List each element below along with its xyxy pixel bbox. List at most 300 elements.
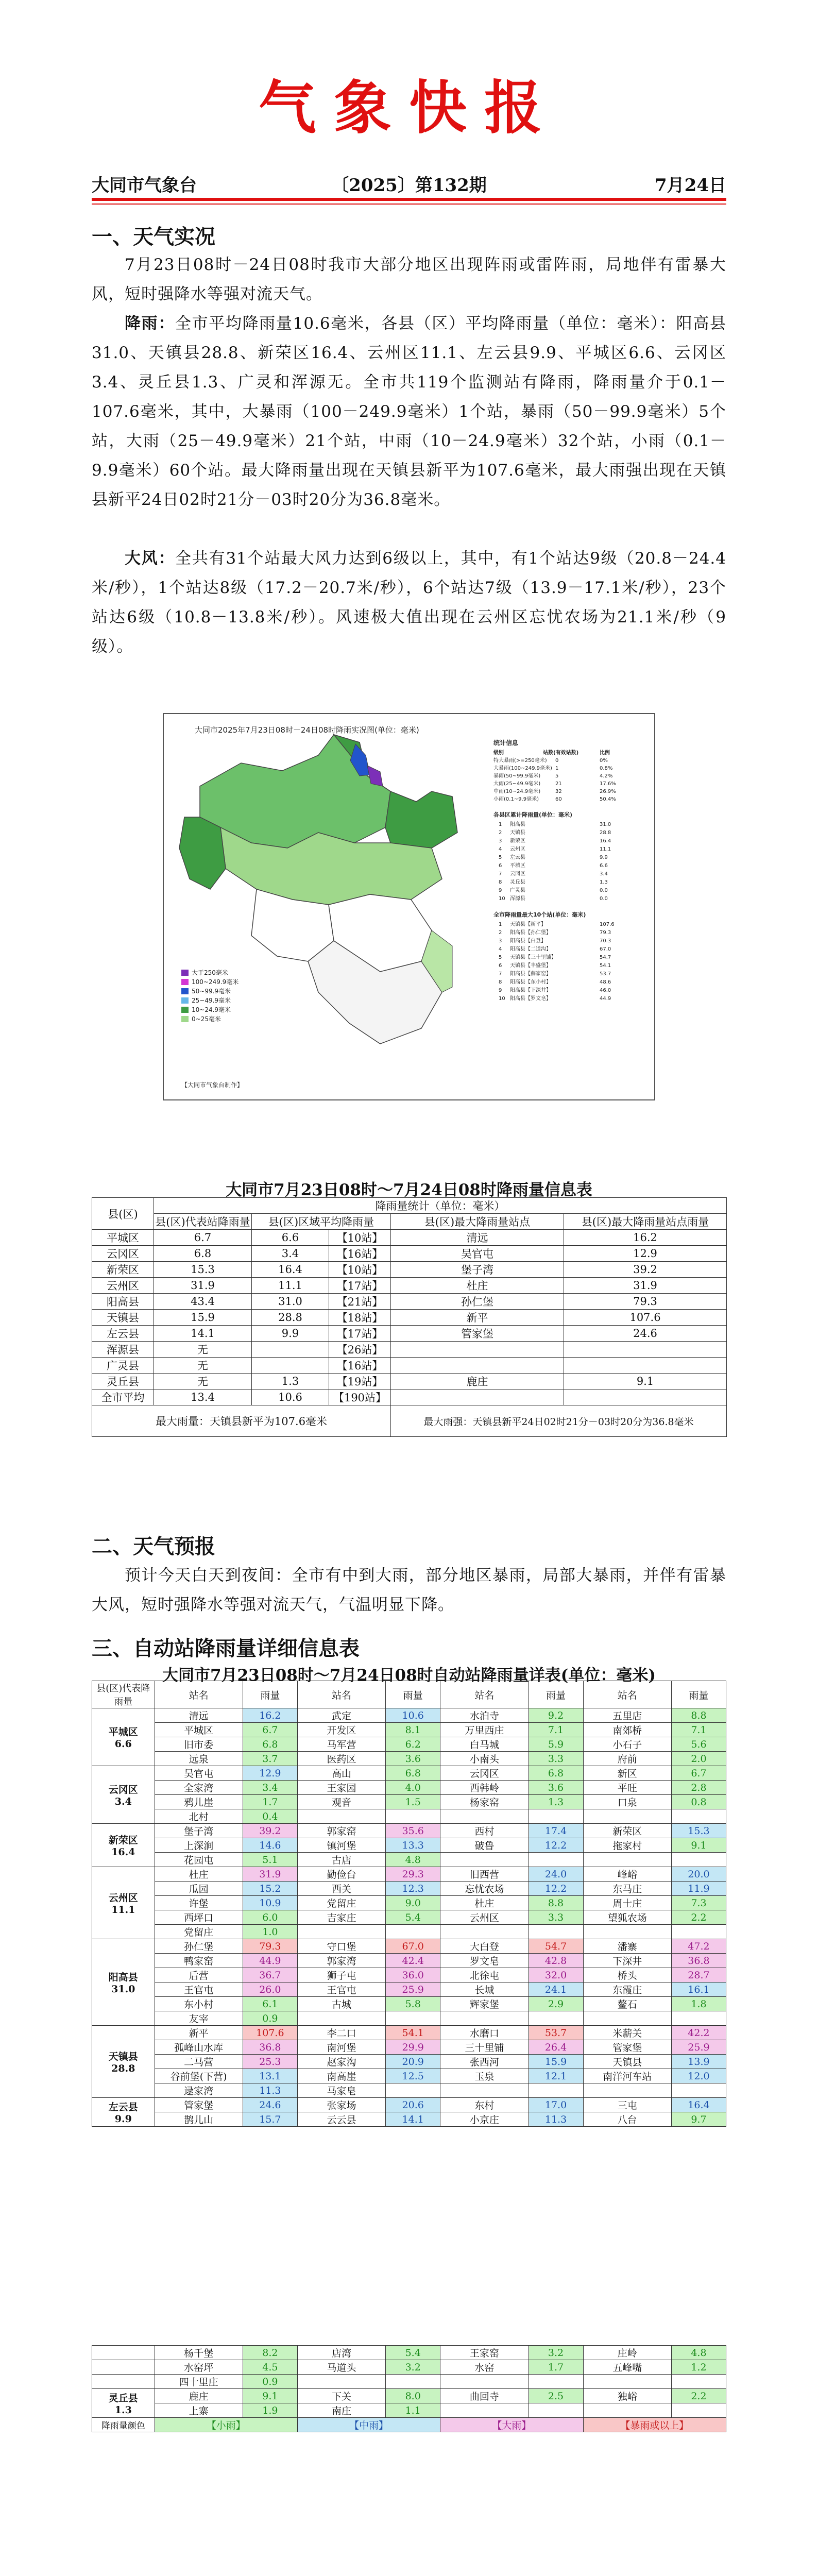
station-rain: 16.2 xyxy=(243,1708,297,1723)
county-cell xyxy=(92,2026,155,2098)
station-rain: 5.4 xyxy=(386,2346,440,2360)
issue-date: 7月24日 xyxy=(655,175,726,196)
column-header: 降雨量统计（单位：毫米） xyxy=(154,1198,727,1214)
county-cell xyxy=(92,1867,155,1939)
station-rain: 24.1 xyxy=(529,1982,583,1997)
station-name: 党留庄 xyxy=(297,1896,385,1910)
station-rain: 20.9 xyxy=(386,2055,440,2069)
station-rain: 28.7 xyxy=(671,1968,726,1982)
table-row xyxy=(92,1752,726,1766)
table-row xyxy=(92,1230,727,1246)
station-name: 望狐农场 xyxy=(583,1910,671,1925)
station-name: 潘寨 xyxy=(583,1939,671,1954)
map-panel-text: 26.9% xyxy=(600,789,616,794)
paragraph-forecast: 预计今天白天到夜间：全市有中到大雨，部分地区暴雨，局部大暴雨，并伴有雷暴大风，短时强降水等强对流天气，气温明显下降。 xyxy=(92,1566,726,1614)
column-header: 县(区)代表站降雨量 xyxy=(154,1214,252,1230)
map-panel-text: 70.3 xyxy=(600,938,611,944)
station-rain: 1.2 xyxy=(671,2360,726,2375)
station-name xyxy=(583,2403,671,2418)
station-name: 破鲁 xyxy=(440,1838,529,1853)
map-panel-text: 28.8 xyxy=(600,830,611,836)
table-cell: 【190站】 xyxy=(329,1389,391,1405)
color-legend-item: 【暴雨或以上】 xyxy=(583,2418,726,2432)
legend-swatch xyxy=(181,997,189,1004)
station-rain: 4.8 xyxy=(386,1853,440,1867)
map-panel-text: 31.0 xyxy=(600,822,611,827)
map-panel-text: 大雨(25~49.9毫米) xyxy=(493,781,541,787)
station-name: 新荣区 xyxy=(583,1824,671,1838)
station-rain: 0.4 xyxy=(243,1809,297,1824)
table-row xyxy=(92,1896,726,1910)
station-name xyxy=(297,1809,385,1824)
table-cell: 鹿庄 xyxy=(391,1374,564,1389)
rain-summary-table xyxy=(92,1197,727,1437)
station-rain: 8.1 xyxy=(386,1723,440,1737)
max-intensity-note: 最大雨强：天镇县新平24日02时21分－03时20分为36.8毫米 xyxy=(391,1405,727,1437)
station-rain: 9.2 xyxy=(529,1708,583,1723)
station-name: 南庄 xyxy=(297,2403,385,2418)
table-cell: 【10站】 xyxy=(329,1230,391,1246)
station-name: 守口堡 xyxy=(297,1939,385,1954)
station-rain: 12.2 xyxy=(529,1882,583,1896)
table-cell: 新荣区 xyxy=(92,1262,154,1278)
table-cell: 【21站】 xyxy=(329,1294,391,1310)
table-row xyxy=(92,1246,727,1262)
station-rain xyxy=(529,2011,583,2026)
station-rain: 42.4 xyxy=(386,1954,440,1968)
county-name: 左云县 xyxy=(108,2102,138,2113)
table-row xyxy=(92,1342,727,1358)
table-cell: 左云县 xyxy=(92,1326,154,1342)
station-rain: 5.9 xyxy=(529,1737,583,1752)
station-rain: 5.6 xyxy=(671,1737,726,1752)
table-row xyxy=(92,1294,727,1310)
station-name: 赵家沟 xyxy=(297,2055,385,2069)
map-footer: 【大同市气象台制作】 xyxy=(181,1081,244,1089)
station-rain: 10.6 xyxy=(386,1708,440,1723)
color-legend-row xyxy=(92,2418,726,2432)
station-name: 南河堡 xyxy=(297,2040,385,2055)
station-name: 医药区 xyxy=(297,1752,385,1766)
station-name: 后营 xyxy=(155,1968,243,1982)
station-rain: 5.4 xyxy=(386,1910,440,1925)
masthead-title: 气象快报 xyxy=(259,74,559,142)
legend-swatch xyxy=(181,1016,189,1022)
rainfall-map-canvas xyxy=(164,714,654,1099)
color-legend-item: 【小雨】 xyxy=(155,2418,297,2432)
map-rank-title: 全市降雨量最大10个站(单位：毫米) xyxy=(493,911,586,918)
station-rain: 3.4 xyxy=(243,1781,297,1795)
rainfall-map xyxy=(163,713,655,1100)
station-rain: 36.7 xyxy=(243,1968,297,1982)
table-cell: 13.4 xyxy=(154,1389,252,1405)
station-name: 堡子湾 xyxy=(155,1824,243,1838)
table-row xyxy=(92,1310,727,1326)
table-header-row xyxy=(92,1198,727,1214)
table-cell xyxy=(564,1389,727,1405)
station-name xyxy=(583,1809,671,1824)
table-cell: 107.6 xyxy=(564,1310,727,1326)
wind-text: 全共有31个站最大风力达到6级以上，其中，有1个站达9级（20.8－24.4米/秒），1个站达8级（17.2－20.7米/秒），6个站达7级（13.9－17.1米/秒），23个站达6级（10.8－13.8米/秒）。风速极大值出现在云州区忘忧农场为21.1米/秒（9级）。 xyxy=(92,549,726,656)
station-name: 南洋河车站 xyxy=(583,2069,671,2083)
station-name: 郭家湾 xyxy=(297,1954,385,1968)
station-name: 王家窑 xyxy=(440,2346,529,2360)
station-name xyxy=(297,1925,385,1939)
station-rain: 15.3 xyxy=(671,1824,726,1838)
table-cell: 【26站】 xyxy=(329,1342,391,1358)
map-title: 大同市2025年7月23日08时－24日08时降雨实况图(单位：毫米) xyxy=(195,725,419,735)
map-panel-text: 1.3 xyxy=(600,879,608,885)
station-name: 大白登 xyxy=(440,1939,529,1954)
station-name: 鸦儿崖 xyxy=(155,1795,243,1809)
station-name: 罗文皂 xyxy=(440,1954,529,1968)
table-cell: 【16站】 xyxy=(329,1358,391,1374)
station-rain: 7.1 xyxy=(529,1723,583,1737)
station-rain: 17.0 xyxy=(529,2098,583,2112)
map-panel-text: 1 xyxy=(499,822,502,827)
table-row xyxy=(92,2346,726,2360)
station-name: 武定 xyxy=(297,1708,385,1723)
legend-label: 100~249.9毫米 xyxy=(192,978,239,986)
map-panel-text: 8 xyxy=(499,979,502,985)
station-name xyxy=(440,2011,529,2026)
station-name: 二马营 xyxy=(155,2055,243,2069)
map-panel-text: 天镇县【新平】 xyxy=(510,922,546,927)
station-rain: 0.9 xyxy=(243,2375,297,2389)
color-legend-item: 【中雨】 xyxy=(297,2418,440,2432)
table-row xyxy=(92,2375,726,2389)
map-panel-text: 阳高县【东小村】 xyxy=(510,979,551,985)
station-name: 管家堡 xyxy=(155,2098,243,2112)
table-cell xyxy=(391,1342,564,1358)
map-panel-text: 阳高县【二道沟】 xyxy=(510,946,551,952)
map-panel-text: 7 xyxy=(499,871,502,877)
station-rain xyxy=(386,2011,440,2026)
table-cell: 14.1 xyxy=(154,1326,252,1342)
county-rain: 9.9 xyxy=(114,2113,132,2125)
table-cell: 吴官屯 xyxy=(391,1246,564,1262)
station-name: 鹿庄 xyxy=(155,2389,243,2403)
station-name: 古店 xyxy=(297,1853,385,1867)
table-cell: 管家堡 xyxy=(391,1326,564,1342)
table-row xyxy=(92,2026,726,2040)
station-rain: 1.1 xyxy=(386,2403,440,2418)
paragraph-overview: 7月23日08时－24日08时我市大部分地区出现阵雨或雷阵雨，局地伴有雷暴大风，短时强降水等强对流天气。 xyxy=(92,256,726,303)
table-row xyxy=(92,2389,726,2403)
map-panel-text: 4.2% xyxy=(600,773,613,779)
map-panel-text: 3.4 xyxy=(600,871,608,877)
station-rain: 26.4 xyxy=(529,2040,583,2055)
map-panel-text: 10 xyxy=(499,996,505,1002)
station-rain: 2.9 xyxy=(529,1997,583,2011)
table-row xyxy=(92,1708,726,1723)
map-panel-text: 17.6% xyxy=(600,781,616,787)
map-panel-text: 9.9 xyxy=(600,855,608,860)
station-rain: 25.9 xyxy=(671,2040,726,2055)
station-name xyxy=(440,2375,529,2389)
table-cell: 灵丘县 xyxy=(92,1374,154,1389)
map-panel-text: 79.3 xyxy=(600,930,611,936)
county-cell xyxy=(92,1766,155,1824)
station-name: 杜庄 xyxy=(440,1896,529,1910)
legend-label: 大于250毫米 xyxy=(192,969,228,976)
station-rain: 9.1 xyxy=(243,2389,297,2403)
station-name: 长城 xyxy=(440,1982,529,1997)
station-name: 店湾 xyxy=(297,2346,385,2360)
station-name: 旧市委 xyxy=(155,1737,243,1752)
station-name: 孙仁堡 xyxy=(155,1939,243,1954)
map-panel-text: 云冈区 xyxy=(510,871,525,877)
station-name: 马军营 xyxy=(297,1737,385,1752)
map-panel-text: 54.7 xyxy=(600,955,611,960)
map-panel-text: 53.7 xyxy=(600,971,611,977)
station-rain xyxy=(671,1925,726,1939)
map-panel-text: 天镇县【三十里铺】 xyxy=(510,955,556,960)
map-panel-text: 3 xyxy=(499,938,502,944)
station-name: 杨千堡 xyxy=(155,2346,243,2360)
table-row xyxy=(92,2098,726,2112)
station-rain xyxy=(671,2403,726,2418)
column-header: 站名 xyxy=(297,1681,385,1708)
station-name: 张西河 xyxy=(440,2055,529,2069)
station-name: 鸭家窑 xyxy=(155,1954,243,1968)
header-rule-thin xyxy=(92,204,726,205)
table-cell xyxy=(252,1342,329,1358)
station-rain xyxy=(529,2083,583,2098)
station-name: 水泊寺 xyxy=(440,1708,529,1723)
station-name: 四十里庄 xyxy=(155,2375,243,2389)
county-name: 阳高县 xyxy=(108,1972,138,1983)
station-rain xyxy=(529,1853,583,1867)
map-panel-text: 2 xyxy=(499,830,502,836)
table-row xyxy=(92,1766,726,1781)
station-rain: 6.7 xyxy=(243,1723,297,1737)
table-row xyxy=(92,2360,726,2375)
station-rain: 24.6 xyxy=(243,2098,297,2112)
map-panel-text: 11.1 xyxy=(600,846,611,852)
table-cell: 孙仁堡 xyxy=(391,1294,564,1310)
map-panel-text: 48.6 xyxy=(600,979,611,985)
county-rain: 16.4 xyxy=(111,1846,135,1858)
station-name: 三十里铺 xyxy=(440,2040,529,2055)
table-row xyxy=(92,1882,726,1896)
station-rain: 6.8 xyxy=(529,1766,583,1781)
station-name: 观音 xyxy=(297,1795,385,1809)
station-name: 鳌石 xyxy=(583,1997,671,2011)
station-rain xyxy=(671,2083,726,2098)
legend-swatch xyxy=(181,979,189,985)
station-name: 西关 xyxy=(297,1882,385,1896)
map-panel-text: 54.1 xyxy=(600,963,611,969)
table-row xyxy=(92,2069,726,2083)
table-row xyxy=(92,1326,727,1342)
station-name xyxy=(440,1809,529,1824)
table-row xyxy=(92,1358,727,1374)
station-name: 上寨 xyxy=(155,2403,243,2418)
station-name: 杨家窑 xyxy=(440,1795,529,1809)
station-rain: 16.1 xyxy=(671,1982,726,1997)
map-info-panel xyxy=(493,739,616,1002)
station-rain: 15.7 xyxy=(243,2112,297,2127)
map-panel-text: 32 xyxy=(555,789,562,794)
station-rain xyxy=(386,2375,440,2389)
station-name: 三屯 xyxy=(583,2098,671,2112)
station-rain: 5.8 xyxy=(386,1997,440,2011)
station-name: 口泉 xyxy=(583,1795,671,1809)
station-name: 新区 xyxy=(583,1766,671,1781)
station-rain: 36.8 xyxy=(243,2040,297,2055)
table-row xyxy=(92,1262,727,1278)
table-cell: 广灵县 xyxy=(92,1358,154,1374)
station-rain xyxy=(386,2083,440,2098)
county-name: 云州区 xyxy=(108,1892,138,1904)
table-cell: 【17站】 xyxy=(329,1326,391,1342)
station-rain: 1.5 xyxy=(386,1795,440,1809)
station-name: 李二口 xyxy=(297,2026,385,2040)
station-name: 庄岭 xyxy=(583,2346,671,2360)
header-rule xyxy=(92,198,726,201)
map-panel-text: 10 xyxy=(499,896,505,902)
station-rain: 6.1 xyxy=(243,1997,297,2011)
table-cell xyxy=(252,1358,329,1374)
table1-title: 大同市7月23日08时～7月24日08时降雨量信息表 xyxy=(226,1181,592,1199)
map-panel-text: 天镇县 xyxy=(510,830,525,836)
map-panel-text: 比例 xyxy=(600,750,610,756)
map-panel-text: 左云县 xyxy=(510,855,525,860)
station-name xyxy=(440,1925,529,1939)
station-rain: 2.5 xyxy=(529,2389,583,2403)
station-name: 水窑坪 xyxy=(155,2360,243,2375)
station-rain: 15.9 xyxy=(529,2055,583,2069)
station-name xyxy=(297,2375,385,2389)
station-rain: 0.8 xyxy=(671,1795,726,1809)
county-name: 平城区 xyxy=(108,1726,138,1738)
county-rain: 28.8 xyxy=(111,2063,135,2074)
station-name: 东村 xyxy=(440,2098,529,2112)
station-rain: 15.2 xyxy=(243,1882,297,1896)
table-cell: 31.9 xyxy=(564,1278,727,1294)
column-header: 县(区) xyxy=(92,1198,154,1230)
section-title: 三、自动站降雨量详细信息表 xyxy=(92,1636,360,1660)
table-row xyxy=(92,1968,726,1982)
station-name: 全家湾 xyxy=(155,1781,243,1795)
station-rain: 6.8 xyxy=(243,1737,297,1752)
column-header: 站名 xyxy=(155,1681,243,1708)
table-cell: 【19站】 xyxy=(329,1374,391,1389)
station-rain: 42.8 xyxy=(529,1954,583,1968)
station-rain: 14.6 xyxy=(243,1838,297,1853)
station-name: 独峪 xyxy=(583,2389,671,2403)
legend-swatch xyxy=(181,970,189,976)
table-cell: 【16站】 xyxy=(329,1246,391,1262)
station-name: 花园屯 xyxy=(155,1853,243,1867)
station-name: 西坪口 xyxy=(155,1910,243,1925)
map-panel-text: 阳高县 xyxy=(510,822,525,827)
table-row xyxy=(92,1809,726,1824)
station-rain: 42.2 xyxy=(671,2026,726,2040)
table-header-row xyxy=(92,1214,727,1230)
station-name: 米薪关 xyxy=(583,2026,671,2040)
legend-swatch xyxy=(181,988,189,994)
station-name: 下深井 xyxy=(583,1954,671,1968)
station-name xyxy=(583,1853,671,1867)
table-row xyxy=(92,2011,726,2026)
station-rain xyxy=(671,2011,726,2026)
issuer: 大同市气象台 xyxy=(92,175,197,196)
station-rain xyxy=(529,2375,583,2389)
county-cell xyxy=(92,2098,155,2127)
station-name: 峰峪 xyxy=(583,1867,671,1882)
map-panel-text: 中雨(10~24.9毫米) xyxy=(493,789,541,794)
station-rain: 1.8 xyxy=(671,1997,726,2011)
station-rain: 3.3 xyxy=(529,1910,583,1925)
table-row xyxy=(92,1723,726,1737)
map-panel-text: 9 xyxy=(499,988,502,993)
map-panel-text: 级别 xyxy=(493,750,504,756)
station-name: 党留庄 xyxy=(155,1925,243,1939)
map-panel-text: 44.9 xyxy=(600,996,611,1002)
map-panel-text: 新荣区 xyxy=(510,838,525,844)
station-rain: 53.7 xyxy=(529,2026,583,2040)
map-panel-text: 5 xyxy=(499,955,502,960)
table-row xyxy=(92,2083,726,2098)
station-name: 上深涧 xyxy=(155,1838,243,1853)
table-row xyxy=(92,2403,726,2418)
station-rain: 8.8 xyxy=(671,1708,726,1723)
station-rain: 1.7 xyxy=(243,1795,297,1809)
station-rain: 2.8 xyxy=(671,1781,726,1795)
map-panel-text: 9 xyxy=(499,888,502,893)
station-rain xyxy=(671,1853,726,1867)
table-cell xyxy=(92,2360,155,2375)
station-name: 王家园 xyxy=(297,1781,385,1795)
station-name: 清远 xyxy=(155,1708,243,1723)
map-panel-text: 浑源县 xyxy=(510,896,525,902)
station-name: 忘忧农场 xyxy=(440,1882,529,1896)
paragraph-rain xyxy=(92,309,726,515)
color-legend-item: 【大雨】 xyxy=(440,2418,583,2432)
section-title: 一、天气实况 xyxy=(92,225,215,249)
table-cell: 1.3 xyxy=(252,1374,329,1389)
station-rain: 1.7 xyxy=(529,2360,583,2375)
legend-label: 50~99.9毫米 xyxy=(192,988,231,995)
station-name xyxy=(440,2083,529,2098)
station-name: 逯家湾 xyxy=(155,2083,243,2098)
station-rain xyxy=(529,2403,583,2418)
station-rain: 12.1 xyxy=(529,2069,583,2083)
map-panel-text: 0 xyxy=(555,758,559,764)
section-title: 二、天气预报 xyxy=(92,1534,215,1558)
map-panel-text: 4 xyxy=(499,946,502,952)
legend-label: 10~24.9毫米 xyxy=(192,1006,231,1013)
station-name: 西韩岭 xyxy=(440,1781,529,1795)
station-rain: 12.2 xyxy=(529,1838,583,1853)
table-row xyxy=(92,1997,726,2011)
table-cell: 【18站】 xyxy=(329,1310,391,1326)
station-rain: 29.3 xyxy=(386,1867,440,1882)
station-rain: 54.7 xyxy=(529,1939,583,1954)
table-cell: 28.8 xyxy=(252,1310,329,1326)
map-panel-text: 云州区 xyxy=(510,846,525,852)
map-panel-text: 60 xyxy=(555,796,562,802)
county-rain: 6.6 xyxy=(114,1738,132,1750)
station-name: 府前 xyxy=(583,1752,671,1766)
station-name: 王官屯 xyxy=(297,1982,385,1997)
station-rain: 13.1 xyxy=(243,2069,297,2083)
station-rain xyxy=(529,1809,583,1824)
station-rain: 26.0 xyxy=(243,1982,297,1997)
station-name: 南高崖 xyxy=(297,2069,385,2083)
